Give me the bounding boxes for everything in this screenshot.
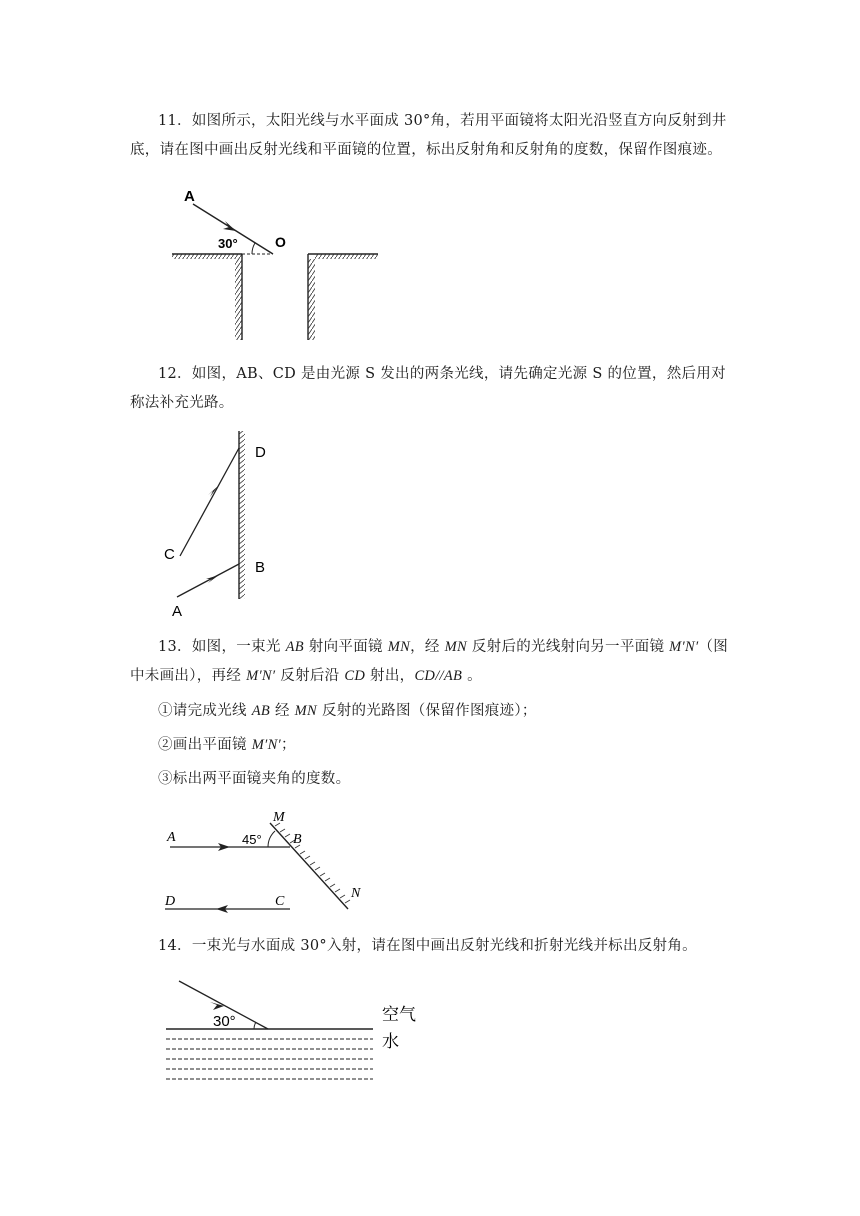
q12-ray-ab bbox=[177, 564, 239, 597]
q14-angle-arc bbox=[254, 1022, 256, 1029]
q13-mirror-hatch bbox=[275, 823, 350, 903]
q13-item-2: ②画出平面镜 M′N′； bbox=[158, 737, 296, 753]
q14-label-water: 水 bbox=[382, 1032, 399, 1051]
q13-item-3: ③标出两平面镜夹角的度数。 bbox=[158, 771, 351, 787]
q13-item-1: ①请完成光线 AB 经 MN 反射的光路图（保留作图痕迹）； bbox=[158, 703, 537, 719]
q12-ray-cd bbox=[180, 448, 239, 556]
q14-ray-arrow bbox=[210, 1002, 224, 1010]
q11-figure bbox=[160, 185, 390, 345]
q11-label-o: O bbox=[275, 234, 286, 250]
q12-figure bbox=[160, 425, 290, 620]
q12-label-d: D bbox=[255, 444, 266, 461]
q13-text: 13．如图，一束光 AB 射向平面镜 MN，经 MN 反射后的光线射向另一平面镜 M′N′（图中未画出），再经 M′N′ 反射后沿 CD 射出，CD//AB 。 bbox=[130, 639, 729, 684]
q12-label-c: C bbox=[164, 546, 175, 563]
q13-label-n: N bbox=[351, 886, 361, 901]
q13-figure bbox=[160, 805, 370, 920]
q14-label-air: 空气 bbox=[382, 1005, 416, 1024]
q13-var-mpn: M′N′ bbox=[669, 639, 699, 655]
q11-ray-arrow bbox=[223, 221, 236, 231]
q12-text: 12．如图，AB、CD 是由光源 S 发出的两条光线，请先确定光源 S 的位置，然后用对称法补充光路。 bbox=[130, 366, 726, 411]
q12-label-a: A bbox=[172, 603, 183, 620]
q13-var-ab: AB bbox=[285, 639, 304, 655]
q13-label-m: M bbox=[273, 810, 285, 825]
q13-var-cd: CD bbox=[344, 668, 366, 684]
q11-angle-label: 30° bbox=[218, 236, 238, 251]
q12-ray-ab-arrow bbox=[206, 575, 219, 583]
q13-label-b: B bbox=[293, 832, 302, 847]
q14-figure bbox=[160, 975, 430, 1090]
q13-var-mn: MN bbox=[387, 639, 411, 655]
q13-label-c: C bbox=[275, 894, 285, 909]
q11-label-a: A bbox=[184, 188, 195, 205]
q14-text: 14．一束光与水面成 30°入射，请在图中画出反射光线和折射光线并标出反射角。 bbox=[158, 938, 697, 954]
q11-text: 11．如图所示，太阳光线与水平面成 30°角，若用平面镜将太阳光沿竖直方向反射到井底，请在图中画出反射光线和平面镜的位置，标出反射角和反射角的度数，保留作图痕迹。 bbox=[130, 113, 727, 158]
q13-var-parallel: CD//AB bbox=[414, 668, 463, 684]
q13-var-mn-2: MN bbox=[444, 639, 467, 655]
q14-water-dashes bbox=[166, 1039, 373, 1079]
q14-angle-label: 30° bbox=[213, 1013, 236, 1030]
q13-label-d: D bbox=[165, 894, 176, 909]
q13-angle-arc bbox=[268, 831, 275, 847]
q13-angle-label: 45° bbox=[242, 832, 262, 847]
q11-angle-arc bbox=[252, 243, 255, 254]
q12-label-b: B bbox=[255, 559, 266, 576]
q13-label-a: A bbox=[167, 830, 176, 845]
q13-var-mpn-2: M′N′ bbox=[246, 668, 276, 684]
